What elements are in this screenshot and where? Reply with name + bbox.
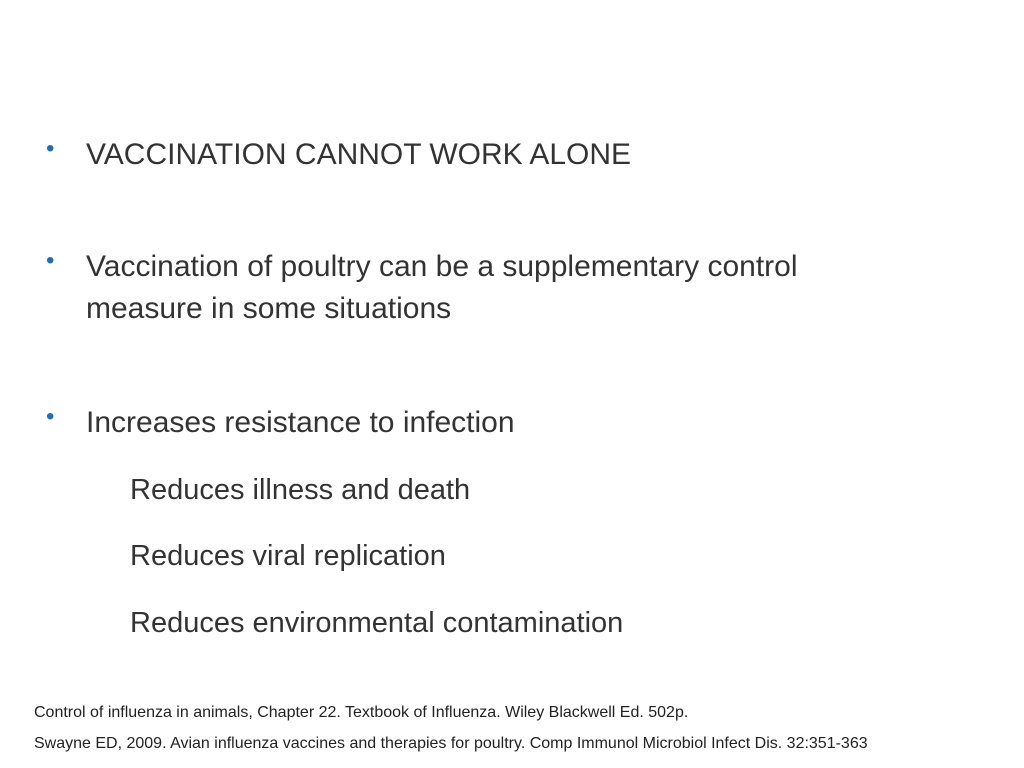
bullet-text: Vaccination of poultry can be a supplementary control measure in some situations	[86, 250, 798, 325]
bullet-marker: •	[46, 247, 55, 274]
reference-line: Swayne ED, 2009. Avian influenza vaccines and therapies for poultry. Comp Immunol Microbiol Infect Dis. 32:351-363	[34, 735, 868, 752]
bullet-marker: •	[46, 135, 55, 162]
bullet-text: Increases resistance to infection	[86, 406, 515, 439]
sub-item: Reduces viral replication	[130, 540, 446, 572]
sub-item: Reduces illness and death	[130, 474, 471, 506]
bullet-marker: •	[46, 403, 55, 430]
sub-item: Reduces environmental contamination	[130, 607, 624, 639]
bullet-text: VACCINATION CANNOT WORK ALONE	[86, 138, 632, 171]
reference-line: Control of influenza in animals, Chapter 22. Textbook of Influenza. Wiley Blackwell Ed. 502p.	[34, 704, 689, 721]
